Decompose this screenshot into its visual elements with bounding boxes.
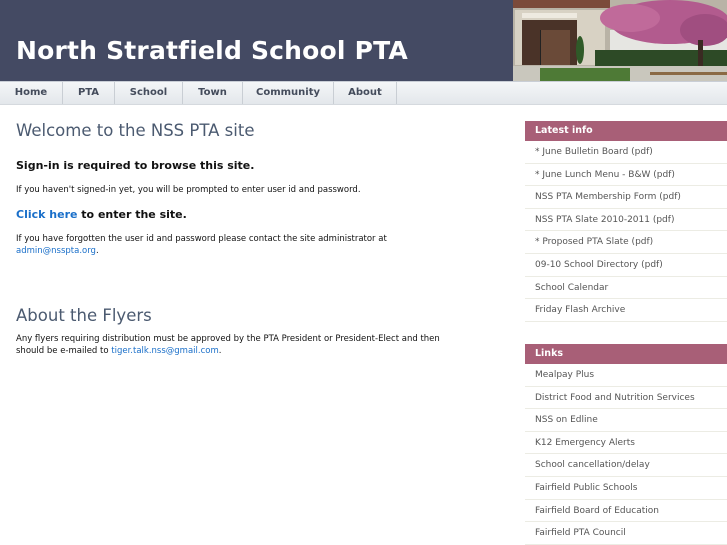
link-item[interactable]: District Food and Nutrition Services (525, 387, 727, 410)
link-item[interactable]: Fairfield Board of Education (525, 500, 727, 523)
nav-pta-label: PTA (77, 87, 100, 98)
link-item[interactable]: Fairfield Public Schools (525, 477, 727, 500)
site-title: North Stratfield School PTA (16, 36, 408, 65)
nav-school-label: School (129, 87, 168, 98)
site-header (0, 0, 727, 81)
latest-item[interactable]: Friday Flash Archive (525, 299, 727, 322)
nav-about-label: About (348, 87, 382, 98)
flyers-heading: About the Flyers (16, 306, 152, 325)
latest-item[interactable]: * June Lunch Menu - B&W (pdf) (525, 164, 727, 187)
links-box (525, 344, 727, 545)
admin-email-suffix: . (95, 246, 99, 256)
link-item[interactable]: Fairfield PTA Council (525, 522, 727, 545)
latest-info-box (525, 121, 727, 322)
latest-item[interactable]: NSS PTA Slate 2010-2011 (pdf) (525, 209, 727, 232)
main-nav (0, 81, 727, 105)
enter-site-text: to enter the site. (77, 208, 187, 221)
nav-town[interactable] (183, 82, 243, 104)
school-entrance-photo (510, 0, 727, 81)
nav-home-label: Home (14, 87, 48, 98)
latest-item[interactable]: NSS PTA Membership Form (pdf) (525, 186, 727, 209)
nav-home[interactable] (0, 82, 63, 104)
flyers-paragraph (16, 333, 461, 357)
latest-item[interactable]: * Proposed PTA Slate (pdf) (525, 231, 727, 254)
forgot-credentials-text (16, 233, 456, 257)
photo-illustration (510, 0, 727, 81)
latest-info-title: Latest info (525, 121, 727, 141)
forgot-text: If you have forgotten the user id and password please contact the site administrator at (16, 234, 387, 244)
flyers-email-link[interactable]: tiger.talk.nss@gmail.com (111, 346, 219, 356)
signin-prompt-text: If you haven't signed-in yet, you will be prompted to enter user id and password. (16, 185, 361, 195)
nav-community-label: Community (255, 87, 320, 98)
nav-town-label: Town (198, 87, 227, 98)
latest-item[interactable]: * June Bulletin Board (pdf) (525, 141, 727, 164)
admin-email-link[interactable]: admin@nsspta.org (16, 246, 96, 256)
link-item[interactable]: NSS on Edline (525, 409, 727, 432)
enter-site-line (16, 208, 187, 221)
signin-required-text: Sign-in is required to browse this site. (16, 159, 255, 172)
nav-school[interactable] (115, 82, 183, 104)
flyers-email-suffix: . (218, 346, 222, 356)
click-here-link[interactable]: Click here (16, 208, 78, 221)
link-item[interactable]: Mealpay Plus (525, 364, 727, 387)
flyers-text: Any flyers requiring distribution must be approved by the PTA President or President-Elect and then should be e-mailed to (16, 334, 440, 356)
welcome-heading: Welcome to the NSS PTA site (16, 121, 255, 140)
link-item[interactable]: School cancellation/delay (525, 454, 727, 477)
nav-about[interactable] (334, 82, 397, 104)
nav-community[interactable] (243, 82, 334, 104)
latest-item[interactable]: School Calendar (525, 277, 727, 300)
links-title: Links (525, 344, 727, 364)
nav-pta[interactable] (63, 82, 115, 104)
latest-item[interactable]: 09-10 School Directory (pdf) (525, 254, 727, 277)
link-item[interactable]: K12 Emergency Alerts (525, 432, 727, 455)
